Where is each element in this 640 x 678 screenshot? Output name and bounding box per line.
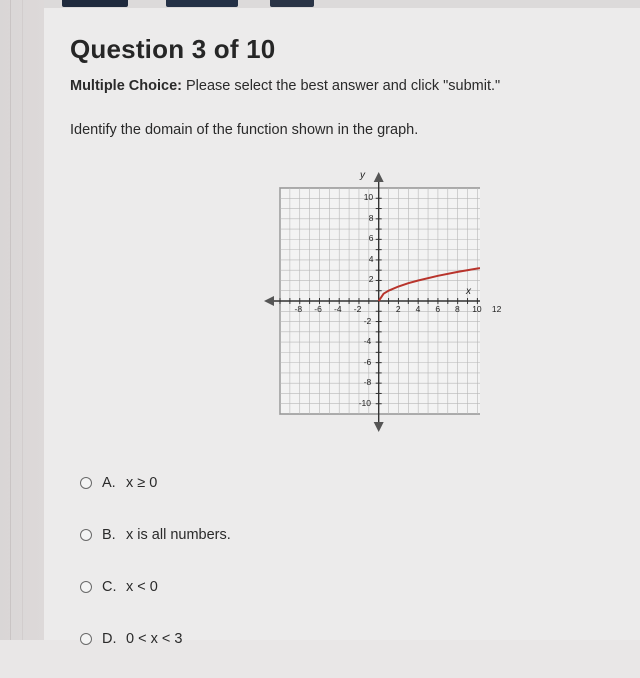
choice-b-text: x is all numbers. xyxy=(126,527,231,543)
y-tick-label: 4 xyxy=(368,253,374,264)
y-tick-label: -2 xyxy=(363,315,372,326)
x-tick-label: 4 xyxy=(415,304,421,314)
choice-d-letter: D. xyxy=(102,631,117,647)
graph-canvas xyxy=(220,166,480,444)
x-tick-label: -8 xyxy=(294,304,303,314)
choice-c[interactable] xyxy=(80,574,231,600)
choice-a-letter: A. xyxy=(102,475,116,491)
choice-b[interactable] xyxy=(80,522,231,548)
x-axis-arrow-left xyxy=(264,296,274,306)
y-axis-arrow-up xyxy=(374,172,384,182)
top-tab-2[interactable] xyxy=(166,0,238,7)
radio-c[interactable] xyxy=(80,581,92,593)
top-tab-3[interactable] xyxy=(270,0,314,7)
radio-a[interactable] xyxy=(80,477,92,489)
top-bar xyxy=(44,0,640,8)
choice-c-letter: C. xyxy=(102,579,117,595)
choice-a-text: x ≥ 0 xyxy=(126,475,158,491)
instructions-text: Please select the best answer and click "submit." xyxy=(186,78,501,94)
y-tick-label: 8 xyxy=(368,212,374,223)
x-tick-label: 10 xyxy=(472,304,482,314)
radio-d[interactable] xyxy=(80,633,92,645)
choice-d[interactable] xyxy=(80,626,231,652)
question-type-label: Multiple Choice: xyxy=(70,78,182,94)
y-axis-letter: y xyxy=(360,170,365,181)
question-prompt: Identify the domain of the function shown in the graph. xyxy=(70,122,419,138)
question-title: Question 3 of 10 xyxy=(70,34,276,64)
choice-a[interactable] xyxy=(80,470,231,496)
instructions xyxy=(70,78,500,94)
choice-d-text: 0 < x < 3 xyxy=(126,631,183,647)
function-graph xyxy=(220,166,502,444)
x-tick-label: -6 xyxy=(314,304,322,314)
answer-choices xyxy=(80,470,231,678)
y-axis-arrow-down xyxy=(374,422,384,432)
question-panel xyxy=(44,8,640,647)
y-tick-label: -6 xyxy=(363,356,372,367)
y-tick-label: -10 xyxy=(358,397,371,408)
y-tick-label: 6 xyxy=(368,233,374,244)
x-tick-label: 8 xyxy=(455,304,460,314)
x-tick-label: 6 xyxy=(435,304,441,314)
choice-b-letter: B. xyxy=(102,527,116,543)
x-axis-letter: x xyxy=(466,286,471,297)
y-tick-label: -8 xyxy=(363,377,372,388)
y-tick-label: -4 xyxy=(363,336,372,347)
radio-b[interactable] xyxy=(80,529,92,541)
top-tab-1[interactable] xyxy=(62,0,128,7)
choice-c-text: x < 0 xyxy=(126,579,158,595)
y-tick-label: 10 xyxy=(363,192,374,203)
x-tick-label: 12 xyxy=(491,304,502,314)
x-tick-label: -4 xyxy=(334,304,342,314)
x-tick-label: -2 xyxy=(353,304,362,314)
left-gutter xyxy=(0,0,45,640)
y-tick-label: 2 xyxy=(368,274,374,285)
x-tick-label: 2 xyxy=(395,304,401,314)
